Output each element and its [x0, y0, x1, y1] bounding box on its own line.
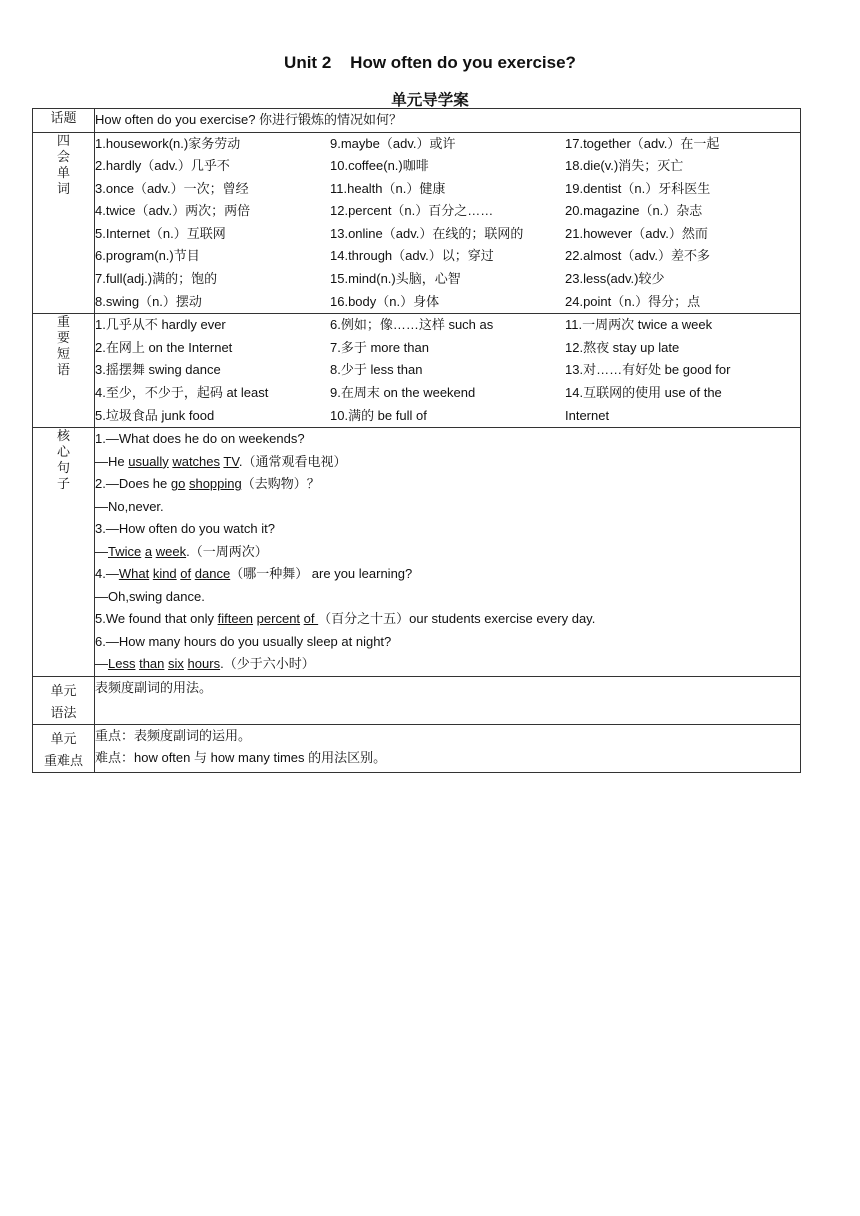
word-item: 21.however（adv.）然而 [565, 225, 708, 241]
sentence-line: 4.—What kind of dance（哪一种舞） are you learning? [95, 566, 413, 582]
topic-content [95, 109, 801, 133]
word-item: 17.together（adv.）在一起 [565, 135, 720, 151]
blank-answer: watches [172, 453, 221, 469]
blank-answer: Less [108, 656, 136, 672]
keypoints-row [33, 724, 801, 772]
blank-answer: Twice [108, 543, 142, 559]
page-title: Unit 2 How often do you exercise? [284, 53, 576, 72]
phrase-item: 6.例如；像……这样 such as [330, 317, 494, 333]
phrase-item: 7.多于 more than [330, 339, 429, 355]
phrases-label: 重要短语 [33, 314, 95, 428]
topic-text: How often do you exercise? 你进行锻炼的情况如何？ [95, 112, 403, 127]
word-item: 16.body（n.）身体 [330, 293, 440, 309]
words-label: 四会单词 [33, 132, 95, 314]
word-item: 7.full(adj.)满的；饱的 [95, 271, 218, 287]
blank-answer: than [139, 656, 165, 672]
blank-answer: What [118, 566, 150, 582]
sentence-line: —Less than six hours.（少于六小时） [95, 656, 315, 672]
keypoints-content [95, 724, 801, 772]
blank-answer: dance [194, 566, 231, 582]
sentence-line: 5.We found that only fifteen percent of （百分之十五）our students exercise every day. [95, 611, 596, 627]
keypoints-label: 单元 重难点 [33, 724, 95, 772]
sentence-line: —Twice a week.（一周两次） [95, 543, 268, 559]
phrase-item: 8.少于 less than [330, 362, 423, 378]
phrase-item: 1.几乎从不 hardly ever [95, 317, 226, 333]
sentences-label: 核心句子 [33, 428, 95, 677]
phrase-item: Internet [565, 407, 610, 423]
key-point-text: 重点：表频度副词的运用。 [95, 727, 252, 743]
grammar-label: 单元 语法 [33, 676, 95, 724]
word-item: 3.once（adv.）一次；曾经 [95, 180, 249, 196]
words-row [33, 132, 801, 314]
phrases-grid [95, 314, 800, 427]
word-item: 18.die(v.)消失；灭亡 [565, 158, 684, 174]
topic-row [33, 109, 801, 133]
sentence-line: —He usually watches TV.（通常观看电视） [95, 453, 347, 469]
word-item: 9.maybe（adv.）或许 [330, 135, 456, 151]
blank-answer: TV [223, 453, 239, 469]
phrase-item: 10.满的 be full of [330, 407, 427, 423]
word-item: 1.housework(n.)家务劳动 [95, 135, 241, 151]
phrases-content [95, 314, 801, 428]
blank-answer: go [170, 476, 186, 492]
blank-answer: six [168, 656, 184, 672]
topic-label: 话题 [33, 109, 95, 133]
sentence-line: 2.—Does he go shopping（去购物）？ [95, 476, 320, 492]
blank-answer: usually [128, 453, 169, 469]
sentence-line: —No,never. [95, 498, 164, 514]
sentences-row [33, 428, 801, 677]
word-item: 15.mind(n.)头脑，心智 [330, 271, 461, 287]
phrases-row [33, 314, 801, 428]
word-item: 12.percent（n.）百分之…… [330, 203, 494, 219]
study-guide-table [32, 108, 801, 773]
blank-answer: percent [256, 611, 301, 627]
blank-answer: of [180, 566, 192, 582]
phrase-item: 13.对……有好处 be good for [565, 362, 731, 378]
word-item: 22.almost（adv.）差不多 [565, 248, 710, 264]
phrase-item: 2.在网上 on the Internet [95, 339, 233, 355]
sentence-line: —Oh,swing dance. [95, 588, 205, 604]
grammar-text: 表频度副词的用法。 [95, 679, 213, 695]
sentences-content [95, 428, 801, 677]
word-item: 10.coffee(n.)咖啡 [330, 158, 429, 174]
word-item: 20.magazine（n.）杂志 [565, 203, 703, 219]
word-item: 4.twice（adv.）两次；两倍 [95, 203, 251, 219]
phrase-item: 3.摇摆舞 swing dance [95, 362, 221, 378]
phrase-item: 14.互联网的使用 use of the [565, 385, 722, 401]
sentence-line: 3.—How often do you watch it? [95, 521, 275, 537]
sentence-line: 1.—What does he do on weekends? [95, 431, 305, 447]
word-item: 11.health（n.）健康 [330, 180, 446, 196]
phrase-item: 5.垃圾食品 junk food [95, 407, 215, 423]
blank-answer: kind [152, 566, 177, 582]
phrase-item: 4.至少，不少于，起码 at least [95, 385, 269, 401]
difficult-point-text: 难点：how often 与 how many times 的用法区别。 [95, 750, 387, 766]
grammar-row [33, 676, 801, 724]
grammar-content [95, 676, 801, 724]
word-item: 24.point（n.）得分；点 [565, 293, 701, 309]
blank-answer: hours [187, 656, 221, 672]
phrase-item: 11.一周两次 twice a week [565, 317, 713, 333]
blank-answer: a [144, 543, 153, 559]
page-subtitle: 单元导学案 [391, 92, 469, 109]
words-content [95, 132, 801, 314]
words-grid [95, 133, 800, 314]
blank-answer: week [155, 543, 187, 559]
word-item: 19.dentist（n.）牙科医生 [565, 180, 711, 196]
word-item: 13.online（adv.）在线的；联网的 [330, 225, 524, 241]
word-item: 5.Internet（n.）互联网 [95, 225, 226, 241]
word-item: 14.through（adv.）以；穿过 [330, 248, 494, 264]
sentence-line: 6.—How many hours do you usually sleep at night? [95, 633, 392, 649]
blank-answer: fifteen [217, 611, 254, 627]
phrase-item: 12.熬夜 stay up late [565, 339, 680, 355]
word-item: 2.hardly（adv.）几乎不 [95, 158, 230, 174]
blank-answer: shopping [188, 476, 242, 492]
phrase-item: 9.在周末 on the weekend [330, 385, 476, 401]
word-item: 8.swing（n.）摆动 [95, 293, 202, 309]
word-item: 23.less(adv.)较少 [565, 271, 665, 287]
word-item: 6.program(n.)节目 [95, 248, 200, 264]
blank-answer: of [303, 611, 319, 627]
